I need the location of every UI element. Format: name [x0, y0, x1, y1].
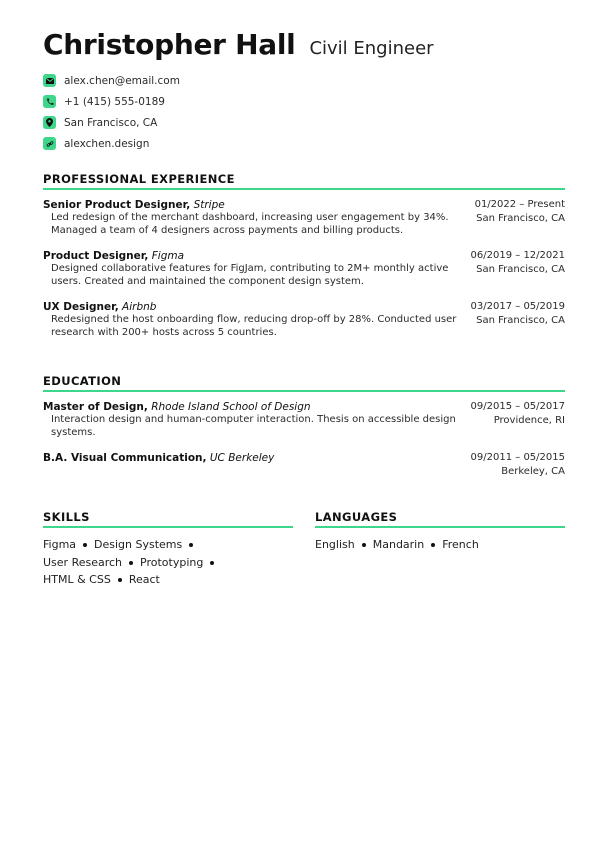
experience-title: PROFESSIONAL EXPERIENCE: [43, 172, 565, 190]
skills-title: SKILLS: [43, 510, 293, 528]
job-company: Airbnb: [122, 301, 157, 313]
contact-phone: [43, 91, 565, 112]
languages-section: [315, 510, 565, 589]
contact-email-text[interactable]: alex.chen@email.com: [64, 74, 180, 87]
contact-location: [43, 112, 565, 133]
job-role: UX Designer,: [43, 301, 119, 313]
job-description: Redesigned the host onboarding flow, reducing drop-off by 28%. Conducted user research with 200+ hosts across 5 countries.: [51, 314, 457, 338]
languages-title: LANGUAGES: [315, 510, 565, 528]
contact-website-text[interactable]: alexchen.design: [64, 137, 150, 150]
language-item: English: [315, 538, 355, 551]
bullet-dot: [83, 543, 87, 547]
bullet-dot: [129, 561, 133, 565]
bullet-dot: [362, 543, 366, 547]
experience-entry: [43, 249, 565, 288]
skills-section: [43, 510, 293, 589]
job-location: San Francisco, CA: [476, 213, 565, 224]
job-company: Stripe: [193, 199, 225, 211]
bullet-dot: [431, 543, 435, 547]
school: Rhode Island School of Design: [151, 401, 311, 413]
job-location: San Francisco, CA: [476, 264, 565, 275]
resume-header: [43, 28, 565, 68]
job-dates: 06/2019 – 12/2021: [470, 250, 565, 261]
experience-entry: [43, 300, 565, 339]
skill-item: Design Systems: [94, 538, 183, 551]
job-description: Led redesign of the merchant dashboard, increasing user engagement by 34%. Managed a team of 4 designers across payments and billing products.: [51, 212, 449, 236]
link-icon: [43, 137, 56, 150]
job-dates: 01/2022 – Present: [474, 199, 565, 210]
candidate-name: Christopher Hall: [43, 28, 296, 61]
job-dates: 03/2017 – 05/2019: [470, 301, 565, 312]
skills-languages-row: [43, 510, 565, 589]
degree: B.A. Visual Communication,: [43, 452, 207, 464]
skills-line: [43, 571, 293, 589]
education-title: EDUCATION: [43, 374, 565, 392]
education-location: Providence, RI: [493, 415, 565, 426]
education-entry: [43, 451, 565, 479]
job-role: Senior Product Designer,: [43, 199, 191, 211]
education-description: Interaction design and human-computer interaction. Thesis on accessible design systems.: [51, 414, 456, 438]
contact-list: [43, 70, 565, 154]
location-icon: [43, 116, 56, 129]
education-location: Berkeley, CA: [501, 466, 565, 477]
skill-item: HTML & CSS: [43, 573, 111, 586]
skill-item: React: [128, 573, 160, 586]
phone-icon: [43, 95, 56, 108]
job-location: San Francisco, CA: [476, 315, 565, 326]
skills-line: [43, 554, 293, 572]
contact-email: [43, 70, 565, 91]
skill-item: Prototyping: [140, 555, 204, 569]
experience-section: [43, 172, 565, 351]
school: UC Berkeley: [209, 452, 275, 464]
job-role: Product Designer,: [43, 250, 149, 262]
language-item: Mandarin: [372, 538, 425, 551]
bullet-dot: [189, 543, 193, 547]
skills-line: [43, 536, 293, 554]
candidate-role: Civil Engineer: [309, 38, 434, 59]
bullet-dot: [210, 561, 214, 565]
contact-location-text: San Francisco, CA: [64, 116, 158, 129]
contact-phone-text[interactable]: +1 (415) 555-0189: [64, 95, 165, 108]
resume-page: [43, 28, 565, 586]
degree: Master of Design,: [43, 401, 148, 413]
contact-website: [43, 133, 565, 154]
education-dates: 09/2015 – 05/2017: [470, 401, 565, 412]
education-entry: [43, 400, 565, 439]
job-description: Designed collaborative features for FigJam, contributing to 2M+ monthly active users. Created and maintained the component design system.: [51, 263, 449, 287]
bullet-dot: [118, 578, 122, 582]
language-item: French: [442, 538, 479, 551]
education-dates: 09/2011 – 05/2015: [470, 452, 565, 463]
experience-entry: [43, 198, 565, 237]
skill-item: Figma: [43, 538, 77, 551]
job-company: Figma: [151, 250, 185, 262]
languages-line: [315, 536, 565, 554]
email-icon: [43, 74, 56, 87]
education-section: [43, 374, 565, 491]
skill-item: User Research: [43, 555, 123, 569]
